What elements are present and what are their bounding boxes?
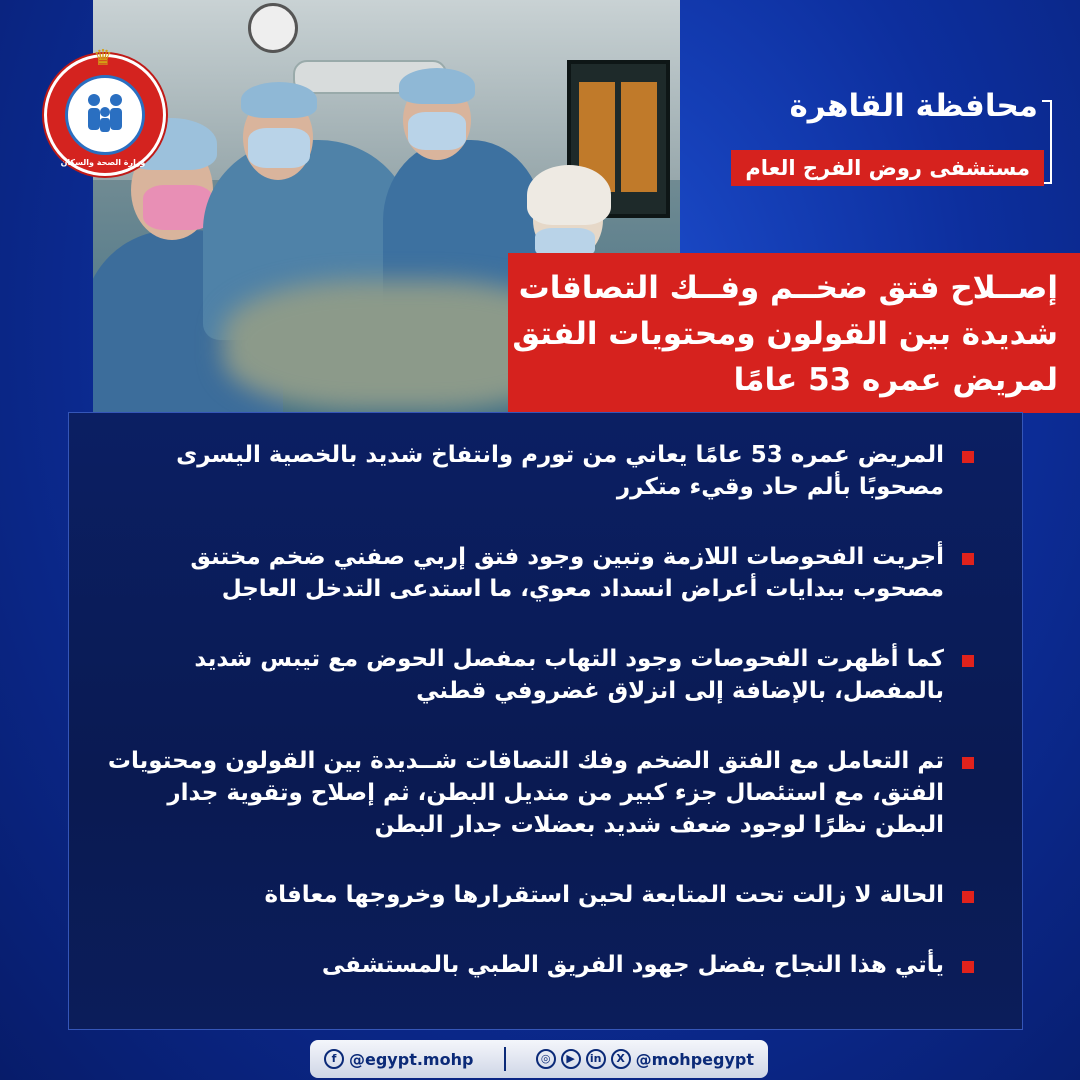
list-item: المريض عمره 53 عامًا يعاني من تورم وانتفاخ شديد بالخصية اليسرى مصحوبًا بألم حاد وقيء متكرر: [104, 439, 974, 503]
headline-line: شديدة بين القولون ومحتويات الفتق: [512, 316, 1058, 352]
headline-line: لمريض عمره 53 عامًا: [733, 362, 1058, 398]
list-item: أجريت الفحوصات اللازمة وتبين وجود فتق إربي صفني ضخم مختنق مصحوب ببدايات أعراض انسداد معوي، ما استدعى التدخل العاجل: [104, 541, 974, 605]
list-item: يأتي هذا النجاح بفضل جهود الفريق الطبي بالمستشفى: [104, 949, 974, 981]
eagle-emblem-icon: ♛: [93, 46, 113, 71]
bullet-icon: [962, 961, 974, 973]
bullet-icon: [962, 451, 974, 463]
bullet-icon: [962, 891, 974, 903]
details-panel: [68, 412, 1023, 1030]
bullet-icon: [962, 655, 974, 667]
bullet-icon: [962, 553, 974, 565]
facebook-icon[interactable]: f: [324, 1049, 344, 1069]
instagram-icon[interactable]: ◎: [536, 1049, 556, 1069]
bullet-icon: [962, 757, 974, 769]
headline-line: إصــلاح فتق ضخــم وفــك التصاقات: [518, 270, 1058, 306]
hospital-badge: مستشفى روض الفرج العام: [731, 150, 1044, 186]
footer-divider: [504, 1047, 506, 1071]
social-handle[interactable]: @mohpegypt: [635, 1049, 754, 1069]
facebook-handle[interactable]: @egypt.mohp: [349, 1049, 474, 1069]
list-item: كما أظهرت الفحوصات وجود التهاب بمفصل الحوض مع تيبس شديد بالمفصل، بالإضافة إلى انزلاق غضروفي قطني: [104, 643, 974, 707]
family-icon: [80, 88, 130, 138]
ministry-logo: [44, 46, 166, 176]
headline-box: [508, 253, 1080, 413]
linkedin-icon[interactable]: in: [586, 1049, 606, 1069]
list-item: تم التعامل مع الفتق الضخم وفك التصاقات شــديدة بين القولون ومحتويات الفتق، مع استئصال جزء كبير من منديل البطن، ثم إصلاح وتقوية جدار البطن نظرًا لوجود ضعف شديد بعضلات جدار البطن: [104, 745, 974, 841]
logo-ring-text: وزارة الصحة والسكان: [60, 158, 146, 167]
list-item: الحالة لا زالت تحت المتابعة لحين استقرارها وخروجها معافاة: [104, 879, 974, 911]
social-footer: [310, 1040, 768, 1078]
x-icon[interactable]: X: [611, 1049, 631, 1069]
governorate-label: محافظة القاهرة: [789, 88, 1038, 124]
youtube-icon[interactable]: ▶: [561, 1049, 581, 1069]
